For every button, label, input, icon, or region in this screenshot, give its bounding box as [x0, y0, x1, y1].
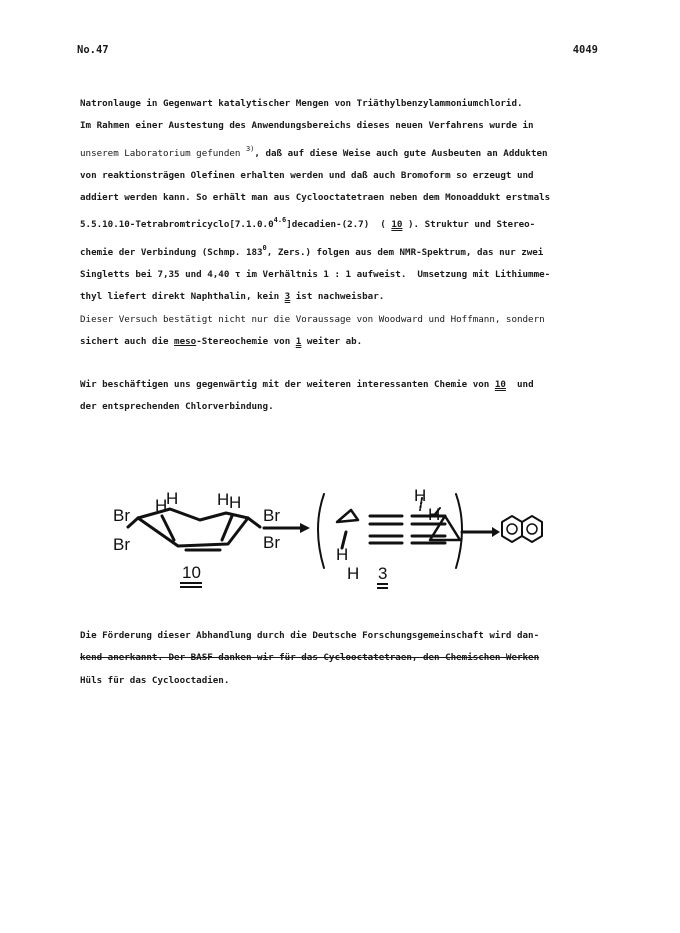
hydrogen-label: H [428, 505, 441, 524]
text-line: von reaktionsträgen Olefinen erhalten werden und daß auch Bromoform so erzeugt und [80, 169, 534, 181]
reaction-scheme [100, 480, 580, 595]
text-line: Die Förderung dieser Abhandlung durch die Deutsche Forschungsgemeinschaft wird dan- [80, 630, 540, 641]
hydrogen-label: H [347, 564, 360, 583]
paragraph-2 [80, 374, 605, 419]
compound-label-3: 3 [378, 564, 388, 583]
footnote-ref: 3) [245, 144, 255, 153]
text-line: $5.5.10.10-Tetrabromtricyclo[7.1.0.0^{4.6}]decadien-(2.7)$ ( 10 ). Struktur und Stereo- [80, 216, 536, 231]
text-line: unserem Laboratorium gefunden $^{3)}$, daß auf diese Weise auch gute Ausbeuten an Addukten [80, 144, 548, 159]
compound-number: 3 [284, 291, 291, 303]
text-line: Natronlauge in Gegenwart katalytischer Mengen von Triäthylbenzylammoniumchlorid. [80, 98, 523, 109]
bromine-label: Br [113, 535, 130, 554]
hydrogen-label: H [229, 493, 242, 512]
text-line: Singletts bei 7,35 und 4,40 τ im Verhältnis 1 : 1 aufweist. Umsetzung mit Lithiumme- [80, 269, 551, 281]
page-number: 4049 [572, 44, 598, 56]
hydrogen-label: H [414, 486, 427, 505]
text-line: Hüls für das Cyclooctadien. [80, 674, 230, 686]
compound-number: 10 [494, 379, 506, 390]
text-line: chemie der Verbindung (Schmp. $183^0$, Zers.) folgen aus dem NMR-Spektrum, das nur zwei [80, 243, 544, 258]
compound-label-10: 10 [182, 563, 201, 582]
text-line: Im Rahmen einer Austestung des Anwendungsbereichs dieses neuen Verfahrens wurde in [80, 120, 534, 132]
text-line: addiert werden kann. So erhält man aus Cyclooctatetraen neben dem Monoaddukt erstmals [80, 192, 551, 204]
compound-number: 1 [295, 335, 302, 347]
compound-number: 10 [391, 219, 403, 231]
acknowledgement [80, 625, 605, 692]
text-line: kend anerkannt. Der BASF danken wir für das Cyclooctatetraen, den Chemischen Werken [80, 652, 540, 664]
meso-term: meso [174, 335, 197, 347]
hydrogen-label: H [217, 490, 230, 509]
bromine-label: Br [263, 533, 280, 552]
bromine-label: Br [263, 506, 280, 525]
hydrogen-label: H [166, 489, 179, 508]
hydrogen-label: H [155, 496, 168, 515]
text-line: Wir beschäftigen uns gegenwärtig mit der weiteren interessanten Chemie von 10 und [80, 379, 534, 390]
text-line: der entsprechenden Chlorverbindung. [80, 401, 274, 413]
bromine-label: Br [113, 506, 130, 525]
text-line: thyl liefert direkt Naphthalin, kein 3 ist nachweisbar. [80, 291, 385, 303]
text-line: Dieser Versuch bestätigt nicht nur die Voraussage von Woodward und Hoffmann, sondern [80, 313, 545, 325]
hydrogen-label: H [336, 545, 349, 564]
text-line: sichert auch die meso-Stereochemie von 1 weiter ab. [80, 335, 363, 347]
page-header-left: No.47 [77, 44, 109, 56]
paragraph-1 [80, 93, 605, 353]
